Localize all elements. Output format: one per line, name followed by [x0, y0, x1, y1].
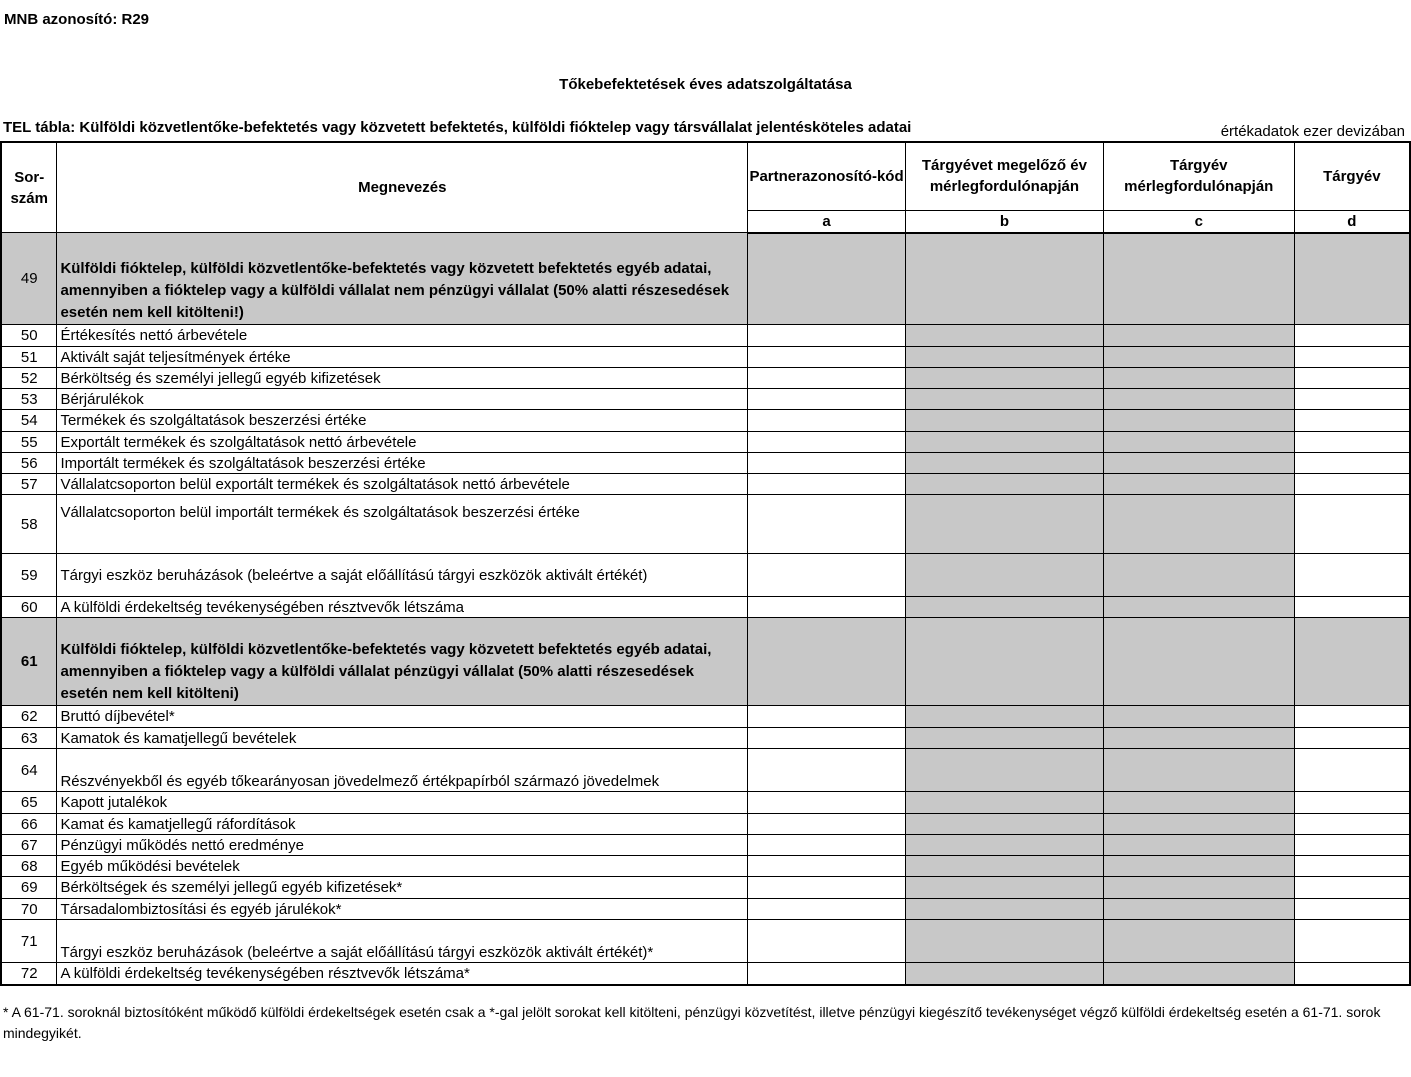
cell-a[interactable]	[748, 474, 906, 495]
row-number: 65	[1, 792, 57, 814]
cell-d[interactable]	[1294, 706, 1410, 728]
cell-a[interactable]	[748, 597, 906, 618]
cell-d[interactable]	[1294, 389, 1410, 410]
row-label: Részvényekből és egyéb tőkearányosan jövedelmező értékpapírból származó jövedelmek	[57, 749, 748, 792]
cell-b	[906, 474, 1104, 495]
col-header-partner-id: Partnerazonosító-kód	[748, 142, 906, 210]
cell-a[interactable]	[748, 814, 906, 835]
cell-c	[1103, 233, 1294, 325]
cell-c	[1103, 554, 1294, 597]
col-header-current-year: Tárgyév	[1294, 142, 1410, 210]
cell-d[interactable]	[1294, 325, 1410, 347]
cell-c	[1103, 877, 1294, 899]
cell-d[interactable]	[1294, 728, 1410, 749]
cell-c	[1103, 920, 1294, 963]
cell-a	[748, 618, 906, 706]
row-number: 51	[1, 347, 57, 368]
table-title: TEL tábla: Külföldi közvetlentőke-befektetés vagy közvetett befektetés, külföldi fióktelep vagy társvállalat jelentésköteles adatai	[3, 119, 912, 136]
cell-a[interactable]	[748, 856, 906, 877]
cell-c	[1103, 728, 1294, 749]
cell-d[interactable]	[1294, 792, 1410, 814]
table-row	[1, 325, 1410, 347]
cell-d[interactable]	[1294, 899, 1410, 920]
col-header-megnevezes: Megnevezés	[57, 142, 748, 233]
cell-b	[906, 856, 1104, 877]
cell-b	[906, 835, 1104, 856]
row-number: 49	[1, 233, 57, 325]
cell-b	[906, 453, 1104, 474]
col-letter-d: d	[1294, 210, 1410, 233]
mnb-identifier: MNB azonosító: R29	[4, 11, 150, 28]
table-row	[1, 597, 1410, 618]
cell-b	[906, 597, 1104, 618]
cell-b	[906, 706, 1104, 728]
cell-b	[906, 233, 1104, 325]
cell-c	[1103, 963, 1294, 985]
col-letter-c: c	[1103, 210, 1294, 233]
cell-b	[906, 920, 1104, 963]
table-row	[1, 410, 1410, 432]
cell-a[interactable]	[748, 877, 906, 899]
row-label: Külföldi fióktelep, külföldi közvetlentőke-befektetés vagy közvetett befektetés egyéb adatai, amennyiben a fióktelep vagy a külföldi vállalat nem pénzügyi vállalat (50% alatti részesedések esetén nem kell kitölteni!)	[57, 233, 748, 325]
table-row	[1, 920, 1410, 963]
cell-a[interactable]	[748, 749, 906, 792]
cell-c	[1103, 814, 1294, 835]
row-number: 72	[1, 963, 57, 985]
table-row	[1, 706, 1410, 728]
cell-d[interactable]	[1294, 410, 1410, 432]
row-label: Tárgyi eszköz beruházások (beleértve a saját előállítású tárgyi eszközök aktivált értékét)*	[57, 920, 748, 963]
row-label: Vállalatcsoporton belül exportált termékek és szolgáltatások nettó árbevétele	[57, 474, 748, 495]
cell-a[interactable]	[748, 495, 906, 554]
cell-d[interactable]	[1294, 835, 1410, 856]
cell-c	[1103, 410, 1294, 432]
row-number: 55	[1, 432, 57, 453]
cell-a[interactable]	[748, 920, 906, 963]
cell-d[interactable]	[1294, 877, 1410, 899]
row-number: 56	[1, 453, 57, 474]
table-row	[1, 368, 1410, 389]
col-letter-a: a	[748, 210, 906, 233]
cell-a[interactable]	[748, 728, 906, 749]
row-number: 61	[1, 618, 57, 706]
cell-a	[748, 233, 906, 325]
table-row	[1, 963, 1410, 985]
table-row	[1, 474, 1410, 495]
cell-b	[906, 963, 1104, 985]
cell-d[interactable]	[1294, 963, 1410, 985]
row-label: Importált termékek és szolgáltatások beszerzési értéke	[57, 453, 748, 474]
cell-c	[1103, 432, 1294, 453]
row-number: 58	[1, 495, 57, 554]
cell-c	[1103, 749, 1294, 792]
cell-d[interactable]	[1294, 554, 1410, 597]
footnote: * A 61-71. soroknál biztosítóként működő külföldi érdekeltségek esetén csak a *-gal jelölt sorokat kell kitölteni, pénzügyi közvetítést, illetve pénzügyi kiegészítő tevékenységet végző külföldi érdekeltség esetén a 61-71. sorok mindegyikét.	[3, 1004, 1381, 1041]
row-label: Kamat és kamatjellegű ráfordítások	[57, 814, 748, 835]
tel-table	[0, 141, 1411, 986]
table-row	[1, 347, 1410, 368]
cell-d[interactable]	[1294, 856, 1410, 877]
cell-c	[1103, 495, 1294, 554]
table-row	[1, 877, 1410, 899]
row-label: Aktivált saját teljesítmények értéke	[57, 347, 748, 368]
col-letter-b: b	[906, 210, 1104, 233]
cell-b	[906, 410, 1104, 432]
cell-b	[906, 347, 1104, 368]
unit-note: értékadatok ezer devizában	[1220, 123, 1405, 140]
row-label: A külföldi érdekeltség tevékenységében résztvevők létszáma*	[57, 963, 748, 985]
row-number: 59	[1, 554, 57, 597]
cell-a[interactable]	[748, 347, 906, 368]
cell-c	[1103, 706, 1294, 728]
table-row	[1, 453, 1410, 474]
row-label: Tárgyi eszköz beruházások (beleértve a saját előállítású tárgyi eszközök aktivált értékét)	[57, 554, 748, 597]
cell-c	[1103, 899, 1294, 920]
cell-b	[906, 728, 1104, 749]
cell-d[interactable]	[1294, 453, 1410, 474]
row-number: 50	[1, 325, 57, 347]
cell-d	[1294, 233, 1410, 325]
col-header-prev-year: Tárgyévet megelőző év mérlegfordulónapján	[906, 142, 1104, 210]
table-row	[1, 814, 1410, 835]
cell-b	[906, 877, 1104, 899]
table-row	[1, 432, 1410, 453]
table-row-section	[1, 618, 1410, 706]
cell-a[interactable]	[748, 792, 906, 814]
table-row	[1, 495, 1410, 554]
cell-a[interactable]	[748, 325, 906, 347]
cell-a[interactable]	[748, 835, 906, 856]
cell-a[interactable]	[748, 432, 906, 453]
row-number: 54	[1, 410, 57, 432]
row-label: Külföldi fióktelep, külföldi közvetlentőke-befektetés vagy közvetett befektetés egyéb adatai, amennyiben a fióktelep vagy a külföldi vállalat pénzügyi vállalat (50% alatti részesedések esetén nem kell kitölteni)	[57, 618, 748, 706]
table-row-section	[1, 233, 1410, 325]
cell-b	[906, 325, 1104, 347]
table-row	[1, 749, 1410, 792]
row-number: 68	[1, 856, 57, 877]
row-number: 64	[1, 749, 57, 792]
cell-b	[906, 495, 1104, 554]
cell-b	[906, 389, 1104, 410]
row-label: Exportált termékek és szolgáltatások nettó árbevétele	[57, 432, 748, 453]
cell-c	[1103, 835, 1294, 856]
col-header-current-year-balance: Tárgyév mérlegfordulónapján	[1103, 142, 1294, 210]
cell-a[interactable]	[748, 706, 906, 728]
table-row	[1, 899, 1410, 920]
row-number: 66	[1, 814, 57, 835]
table-row	[1, 728, 1410, 749]
cell-d[interactable]	[1294, 432, 1410, 453]
cell-b	[906, 618, 1104, 706]
cell-a[interactable]	[748, 554, 906, 597]
row-number: 62	[1, 706, 57, 728]
cell-c	[1103, 453, 1294, 474]
row-label: Bérjárulékok	[57, 389, 748, 410]
row-label: Termékek és szolgáltatások beszerzési értéke	[57, 410, 748, 432]
cell-b	[906, 368, 1104, 389]
row-label: A külföldi érdekeltség tevékenységében résztvevők létszáma	[57, 597, 748, 618]
row-number: 52	[1, 368, 57, 389]
cell-c	[1103, 474, 1294, 495]
cell-c	[1103, 347, 1294, 368]
cell-b	[906, 899, 1104, 920]
cell-a[interactable]	[748, 389, 906, 410]
table-row	[1, 554, 1410, 597]
row-number: 60	[1, 597, 57, 618]
cell-d[interactable]	[1294, 474, 1410, 495]
cell-c	[1103, 325, 1294, 347]
cell-a[interactable]	[748, 453, 906, 474]
row-label: Bérköltség és személyi jellegű egyéb kifizetések	[57, 368, 748, 389]
row-label: Pénzügyi működés nettó eredménye	[57, 835, 748, 856]
cell-c	[1103, 597, 1294, 618]
row-label: Bérköltségek és személyi jellegű egyéb kifizetések*	[57, 877, 748, 899]
cell-c	[1103, 792, 1294, 814]
cell-a[interactable]	[748, 963, 906, 985]
cell-b	[906, 814, 1104, 835]
cell-b	[906, 749, 1104, 792]
row-number: 57	[1, 474, 57, 495]
row-label: Kapott jutalékok	[57, 792, 748, 814]
col-header-sorszam: Sor-szám	[1, 142, 57, 233]
cell-d[interactable]	[1294, 749, 1410, 792]
cell-d[interactable]	[1294, 920, 1410, 963]
row-label: Bruttó díjbevétel*	[57, 706, 748, 728]
cell-b	[906, 554, 1104, 597]
cell-b	[906, 792, 1104, 814]
row-label: Egyéb működési bevételek	[57, 856, 748, 877]
cell-c	[1103, 856, 1294, 877]
table-row	[1, 835, 1410, 856]
row-label: Kamatok és kamatjellegű bevételek	[57, 728, 748, 749]
cell-c	[1103, 389, 1294, 410]
cell-a[interactable]	[748, 410, 906, 432]
cell-d[interactable]	[1294, 347, 1410, 368]
table-row	[1, 389, 1410, 410]
cell-a[interactable]	[748, 899, 906, 920]
cell-d	[1294, 618, 1410, 706]
document-title: Tőkebefektetések éves adatszolgáltatása	[559, 76, 852, 93]
cell-d[interactable]	[1294, 814, 1410, 835]
row-number: 69	[1, 877, 57, 899]
cell-d[interactable]	[1294, 597, 1410, 618]
row-number: 71	[1, 920, 57, 963]
table-row	[1, 792, 1410, 814]
row-number: 67	[1, 835, 57, 856]
row-number: 70	[1, 899, 57, 920]
cell-b	[906, 432, 1104, 453]
table-row	[1, 856, 1410, 877]
row-number: 53	[1, 389, 57, 410]
row-number: 63	[1, 728, 57, 749]
row-label: Társadalombiztosítási és egyéb járulékok*	[57, 899, 748, 920]
cell-d[interactable]	[1294, 495, 1410, 554]
row-label: Vállalatcsoporton belül importált termékek és szolgáltatások beszerzési értéke	[57, 495, 748, 554]
cell-d[interactable]	[1294, 368, 1410, 389]
cell-c	[1103, 618, 1294, 706]
row-label: Értékesítés nettó árbevétele	[57, 325, 748, 347]
cell-c	[1103, 368, 1294, 389]
cell-a[interactable]	[748, 368, 906, 389]
